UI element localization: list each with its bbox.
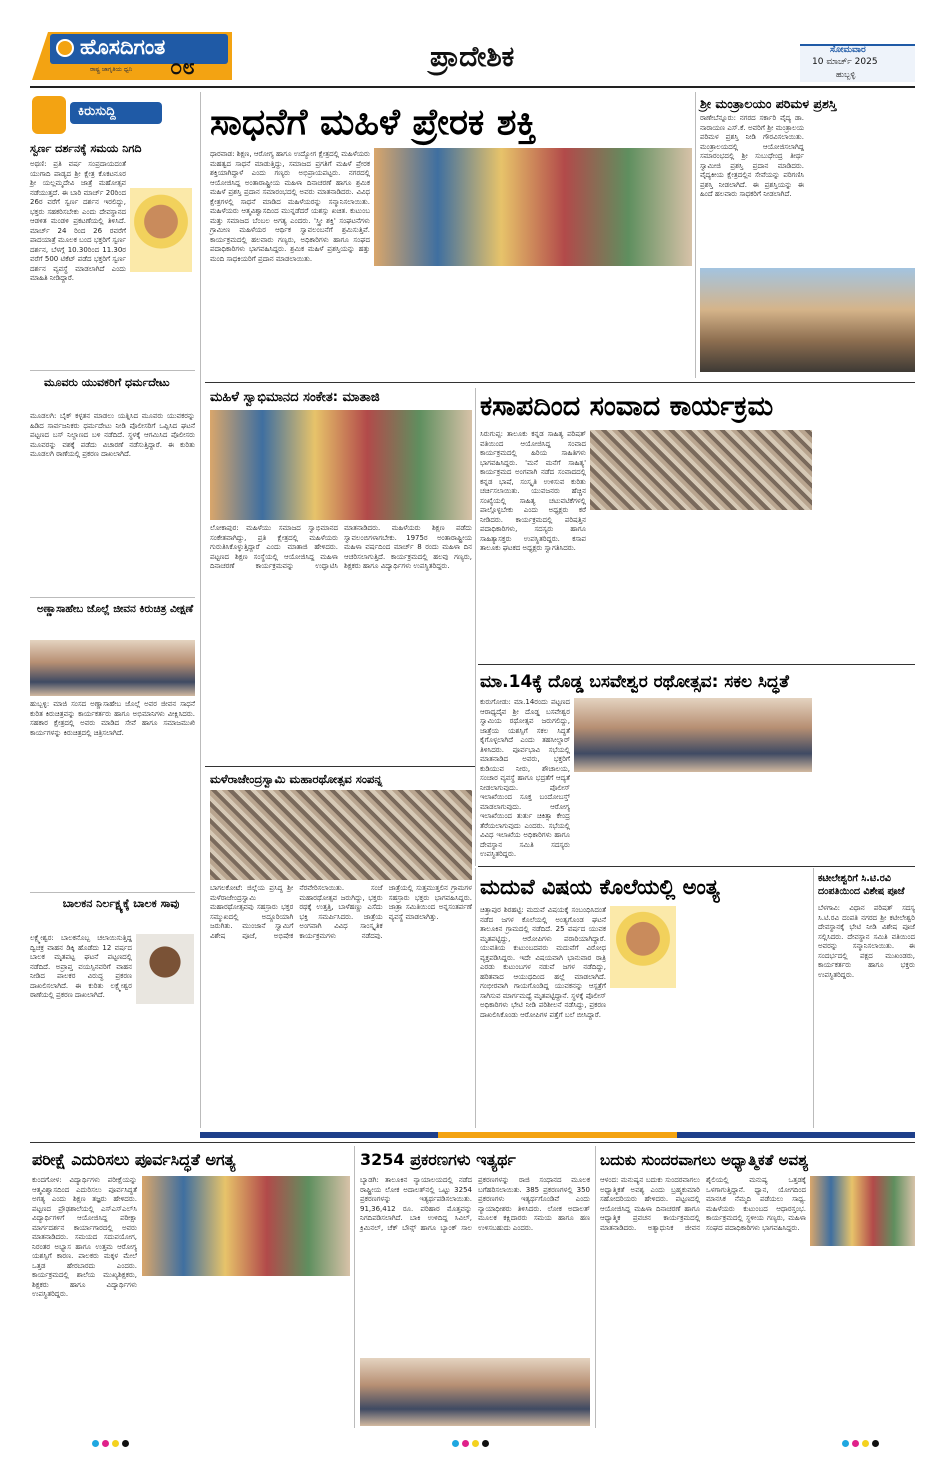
column-divider bbox=[354, 1146, 355, 1428]
divider bbox=[30, 370, 195, 371]
color-strip bbox=[200, 1132, 915, 1138]
section-title: ಪ್ರಾದೇಶಿಕ bbox=[430, 40, 515, 73]
mantralaya-body-a: ರಾಣೇಬೆನ್ನೂರು: ನಗರದ ಸರ್ಕಾರಿ ವೈದ್ಯ ಡಾ. ನಾರಾಯಣ ಎಸ್.ಕೆ. ಅವರಿಗೆ ಶ್ರೀ ಮಂತ್ರಾಲಯ ಪರಿಮಳ ಪ್ರಶಸ್ತಿ ನೀಡಿ ಗೌರವಿಸಲಾಯಿತು. ಮಂತ್ರಾಲಯದಲ್ಲಿ ಆಯೋಜಿಸಲಾಗಿದ್ದ ಸಮಾರಂಭದಲ್ಲಿ ಶ್ರೀ ಸುಬುಧೇಂದ್ರ ತೀರ್ಥ ಸ್ವಾಮೀಜಿ ಪ್ರಶಸ್ತಿ ಪ್ರದಾನ ಮಾಡಿದರು. ವೈದ್ಯಕೀಯ ಕ್ಷೇತ್ರದಲ್ಲಿನ ಸೇವೆಯನ್ನು ಪರಿಗಣಿಸಿ ಪ್ರಶಸ್ತಿ ನೀಡಲಾಗಿದೆ. ಈ ಪ್ರಶಸ್ತಿಯನ್ನು ಈ ಹಿಂದೆ ಹಲವಾರು ಸಾಧಕರಿಗೆ ನೀಡಲಾಗಿದೆ. bbox=[700, 114, 804, 198]
kirusuddi-column bbox=[30, 92, 195, 1128]
basaveshwara-headline: ಮಾ.14ಕ್ಕೆ ದೊಡ್ಡ ಬಸವೇಶ್ವರ ರಥೋತ್ಸವ: ಸಕಲ ಸಿದ್ಧತೆ bbox=[480, 672, 789, 692]
basaveshwara-photo bbox=[574, 698, 812, 772]
brief-4-headline: ಬಾಲಕನ ನಿರ್ಲಕ್ಷ್ಯಕ್ಕೆ ಬಾಲಕ ಸಾವು bbox=[62, 897, 180, 910]
kirusuddi-icon bbox=[32, 96, 66, 134]
divider bbox=[205, 382, 915, 383]
column-divider bbox=[475, 868, 476, 1128]
pareeksha-headline: ಪರೀಕ್ಷೆ ಎದುರಿಸಲು ಪೂರ್ವಸಿದ್ಧತೆ ಅಗತ್ಯ bbox=[32, 1150, 236, 1169]
column-divider bbox=[200, 92, 201, 1128]
brief-1-headline: ಸ್ವರ್ಣ ದರ್ಶನಕ್ಕೆ ಸಮಯ ನಿಗದಿ bbox=[30, 142, 142, 155]
column-divider bbox=[595, 1146, 596, 1428]
brief-1-photo bbox=[130, 188, 192, 272]
brief-1-body-cont bbox=[30, 278, 195, 368]
divider bbox=[30, 1142, 915, 1143]
lead-photo bbox=[374, 148, 692, 266]
kasapa-headline: ಕಸಾಪದಿಂದ ಸಂವಾದ ಕಾರ್ಯಕ್ರಮ bbox=[480, 391, 774, 422]
kateel-headline: ಕಟೀಲೇಶ್ವರಿಗೆ ಸಿ.ಟಿ.ರವಿ ದಂಪತಿಯಿಂದ ವಿಶೇಷ ಪೂಜೆ bbox=[818, 873, 905, 897]
lead-body-col2 bbox=[374, 270, 692, 382]
baduku-body-b bbox=[810, 1250, 915, 1426]
logo-text: ಹೊಸದಿಗಂತ bbox=[80, 35, 166, 59]
mantralaya-photo bbox=[700, 268, 915, 372]
divider bbox=[478, 664, 915, 665]
malerajendra-body: ಬಾಗಲಕೋಟೆ: ಜಿಲ್ಲೆಯ ಪ್ರಸಿದ್ಧ ಶ್ರೀ ಮಳೆರಾಜೇಂದ್ರಸ್ವಾಮಿ ಮಹಾರಥೋತ್ಸವವು ಸಹಸ್ರಾರು ಭಕ್ತರ ಸಮ್ಮುಖದಲ್ಲಿ ಅದ್ದೂರಿಯಾಗಿ ಜರುಗಿತು. ಮುಂಜಾನೆ ಸ್ವಾಮಿಗೆ ವಿಶೇಷ ಪೂಜೆ, ಅಭಿಷೇಕ ನೆರವೇರಿಸಲಾಯಿತು. ಸಂಜೆ ಮಹಾರಥೋತ್ಸವ ಜರುಗಿದ್ದು, ಭಕ್ತರು ರಥಕ್ಕೆ ಉತ್ತತ್ತಿ, ಬಾಳೆಹಣ್ಣು ಎಸೆದು ಭಕ್ತಿ ಸಮರ್ಪಿಸಿದರು. ಜಾತ್ರೆಯ ಅಂಗವಾಗಿ ವಿವಿಧ ಸಾಂಸ್ಕೃತಿಕ ಕಾರ್ಯಕ್ರಮಗಳು ನಡೆದವು. ಜಾತ್ರೆಯಲ್ಲಿ ಸುತ್ತಮುತ್ತಲಿನ ಗ್ರಾಮಗಳ ಸಹಸ್ರಾರು ಭಕ್ತರು ಭಾಗವಹಿಸಿದ್ದರು. ಜಾತ್ರಾ ಸಮಿತಿಯಿಂದ ಅನ್ನಸಂತರ್ಪಣೆ ವ್ಯವಸ್ಥೆ ಮಾಡಲಾಗಿತ್ತು. bbox=[210, 884, 472, 940]
brief-2-headline: ಮೂವರು ಯುವಕರಿಗೆ ಧರ್ಮದೇಟು bbox=[44, 376, 170, 389]
baduku-photo bbox=[810, 1176, 915, 1246]
prakarana-headline: 3254 ಪ್ರಕರಣಗಳು ಇತ್ಯರ್ಥ bbox=[360, 1150, 516, 1169]
city-label: ಹುಬ್ಬಳ್ಳಿ bbox=[836, 70, 856, 79]
kirusuddi-label: ಕಿರುಸುದ್ದಿ bbox=[78, 104, 116, 119]
brief-4-body: ಲಕ್ಷ್ಮೇಶ್ವರ: ಬಾಲಕನೊಬ್ಬ ಚಲಾಯಿಸುತ್ತಿದ್ದ ದ್ವಿಚಕ್ರ ವಾಹನ ಡಿಕ್ಕಿ ಹೊಡೆದು 12 ವರ್ಷದ ಬಾಲಕ ಮೃತಪಟ್ಟ ಘಟನೆ ಪಟ್ಟಣದಲ್ಲಿ ನಡೆದಿದೆ. ಅಪ್ರಾಪ್ತ ವಯಸ್ಸಿನವರಿಗೆ ವಾಹನ ನೀಡಿದ ಪಾಲಕರ ವಿರುದ್ಧ ಪ್ರಕರಣ ದಾಖಲಿಸಲಾಗಿದೆ. ಈ ಕುರಿತು ಲಕ್ಷ್ಮೇಶ್ವರ ಠಾಣೆಯಲ್ಲಿ ಪ್ರಕರಣ ದಾಖಲಾಗಿದೆ. bbox=[30, 934, 132, 999]
page-number: ೦೮ bbox=[170, 55, 195, 80]
basaveshwara-body-a: ಕುರುಗೋಡು: ಮಾ.14ರಂದು ಪಟ್ಟಣದ ಆರಾಧ್ಯದೈವ ಶ್ರೀ ದೊಡ್ಡ ಬಸವೇಶ್ವರ ಸ್ವಾಮಿಯ ರಥೋತ್ಸವ ಜರುಗಲಿದ್ದು, ಜಾತ್ರೆಯ ಯಶಸ್ಸಿಗೆ ಸಕಲ ಸಿದ್ಧತೆ ಕೈಗೊಳ್ಳಲಾಗಿದೆ ಎಂದು ತಹಸೀಲ್ದಾರ್ ತಿಳಿಸಿದರು. ಪೂರ್ವಭಾವಿ ಸಭೆಯಲ್ಲಿ ಮಾತನಾಡಿದ ಅವರು, ಭಕ್ತರಿಗೆ ಕುಡಿಯುವ ನೀರು, ಶೌಚಾಲಯ, ಸಂಚಾರ ವ್ಯವಸ್ಥೆ ಹಾಗೂ ಭದ್ರತೆಗೆ ಆದ್ಯತೆ ನೀಡಲಾಗುವುದು. ಪೊಲೀಸ್ ಇಲಾಖೆಯಿಂದ ಸೂಕ್ತ ಬಂದೋಬಸ್ತ್ ಮಾಡಲಾಗುವುದು. ಆರೋಗ್ಯ ಇಲಾಖೆಯಿಂದ ತುರ್ತು ಚಿಕಿತ್ಸಾ ಕೇಂದ್ರ ತೆರೆಯಲಾಗುವುದು ಎಂದರು. ಸಭೆಯಲ್ಲಿ ವಿವಿಧ ಇಲಾಖೆಯ ಅಧಿಕಾರಿಗಳು ಹಾಗೂ ದೇವಸ್ಥಾನ ಸಮಿತಿ ಸದಸ್ಯರು ಉಪಸ್ಥಿತರಿದ್ದರು. bbox=[480, 698, 570, 858]
kasapa-body-c bbox=[816, 430, 915, 660]
prakarana-body: ಬ್ಯಾಡಗಿ: ತಾಲೂಕಿನ ನ್ಯಾಯಾಲಯದಲ್ಲಿ ನಡೆದ ರಾಷ್ಟ್ರೀಯ ಲೋಕ ಅದಾಲತ್‌ನಲ್ಲಿ ಒಟ್ಟು 3254 ಪ್ರಕರಣಗಳನ್ನು ಇತ್ಯರ್ಥಪಡಿಸಲಾಯಿತು. 91,36,412 ರೂ. ಪರಿಹಾರ ಮೊತ್ತವನ್ನು ನಿಗದಿಪಡಿಸಲಾಗಿದೆ. ಬಾಕಿ ಉಳಿದಿದ್ದ ಸಿವಿಲ್, ಕ್ರಿಮಿನಲ್, ಚೆಕ್ ಬೌನ್ಸ್ ಹಾಗೂ ಬ್ಯಾಂಕ್ ಸಾಲ ಪ್ರಕರಣಗಳನ್ನು ರಾಜಿ ಸಂಧಾನದ ಮೂಲಕ ಬಗೆಹರಿಸಲಾಯಿತು. 385 ಪ್ರಕರಣಗಳಲ್ಲಿ 350 ಪ್ರಕರಣಗಳು ಇತ್ಯರ್ಥಗೊಂಡಿವೆ ಎಂದು ನ್ಯಾಯಾಧೀಶರು ತಿಳಿಸಿದರು. ಲೋಕ ಅದಾಲತ್ ಮೂಲಕ ಕಕ್ಷಿದಾರರು ಸಮಯ ಹಾಗೂ ಹಣ ಉಳಿಸಬಹುದು ಎಂದರು. bbox=[360, 1176, 590, 1232]
baduku-body-a: ಆಳಂದ: ಮನುಷ್ಯನ ಬದುಕು ಸುಂದರವಾಗಲು ಅಧ್ಯಾತ್ಮಿಕತೆ ಅವಶ್ಯ ಎಂದು ಬ್ರಹ್ಮಕುಮಾರಿ ಸಹೋದರಿಯರು ಹೇಳಿದರು. ಪಟ್ಟಣದಲ್ಲಿ ಆಯೋಜಿಸಿದ್ದ ಮಹಿಳಾ ದಿನಾಚರಣೆ ಹಾಗೂ ಆಧ್ಯಾತ್ಮಿಕ ಪ್ರವಚನ ಕಾರ್ಯಕ್ರಮದಲ್ಲಿ ಮಾತನಾಡಿದರು. ಅತ್ಯಾಧುನಿಕ ಜೀವನ ಶೈಲಿಯಲ್ಲಿ ಮನುಷ್ಯ ಒತ್ತಡಕ್ಕೆ ಒಳಗಾಗುತ್ತಿದ್ದಾನೆ. ಧ್ಯಾನ, ಯೋಗದಿಂದ ಮಾನಸಿಕ ನೆಮ್ಮದಿ ಪಡೆಯಲು ಸಾಧ್ಯ. ಮಹಿಳೆಯರು ಕುಟುಂಬದ ಆಧಾರಸ್ತಂಭ. ಕಾರ್ಯಕ್ರಮದಲ್ಲಿ ಸ್ಥಳೀಯ ಗಣ್ಯರು, ಮಹಿಳಾ ಸಂಘದ ಪದಾಧಿಕಾರಿಗಳು ಭಾಗವಹಿಸಿದ್ದರು. bbox=[600, 1176, 806, 1232]
registration-marks-left bbox=[92, 1440, 132, 1448]
maduve-photo bbox=[610, 906, 676, 988]
divider bbox=[205, 766, 475, 767]
pareeksha-body-b bbox=[142, 1280, 350, 1426]
column-divider bbox=[695, 92, 696, 378]
malerajendra-photo bbox=[210, 790, 472, 880]
mahile-photo bbox=[210, 410, 472, 520]
mantralaya-body-b bbox=[810, 114, 914, 272]
kateel-body: ಬೆಳಗಾವಿ: ವಿಧಾನ ಪರಿಷತ್ ಸದಸ್ಯ ಸಿ.ಟಿ.ರವಿ ದಂಪತಿ ನಗರದ ಶ್ರೀ ಕಟೀಲೇಶ್ವರಿ ದೇವಸ್ಥಾನಕ್ಕೆ ಭೇಟಿ ನೀಡಿ ವಿಶೇಷ ಪೂಜೆ ಸಲ್ಲಿಸಿದರು. ದೇವಸ್ಥಾನ ಸಮಿತಿ ವತಿಯಿಂದ ಅವರನ್ನು ಸನ್ಮಾನಿಸಲಾಯಿತು. ಈ ಸಂದರ್ಭದಲ್ಲಿ ಪಕ್ಷದ ಮುಖಂಡರು, ಕಾರ್ಯಕರ್ತರು ಹಾಗೂ ಭಕ್ತರು ಉಪಸ್ಥಿತರಿದ್ದರು. bbox=[818, 904, 915, 979]
column-divider bbox=[813, 868, 814, 1128]
masthead bbox=[30, 30, 915, 85]
maduve-body-b bbox=[680, 906, 810, 1128]
prakarana-photo bbox=[360, 1358, 590, 1426]
brief-1-body: ಅಥಣಿ: ಪ್ರತಿ ವರ್ಷ ಸಂಪ್ರದಾಯದಂತೆ ಯುಗಾದಿ ಪಾಡ್ಯದ ಶ್ರೀ ಕ್ಷೇತ್ರ ಕೊಕಟನೂರ ಶ್ರೀ ಯಲ್ಲಮ್ಮದೇವಿ ಜಾತ್ರೆ ಮಹೋತ್ಸವ ನಡೆಯುತ್ತದೆ. ಈ ಬಾರಿ ಮಾರ್ಚ್ 20ರಿಂದ 26ರ ವರೆಗೆ ಸ್ವರ್ಣ ದರ್ಶನ ಇರಲಿದ್ದು, ಭಕ್ತರು ಸಹಕರಿಸಬೇಕು ಎಂದು ದೇವಸ್ಥಾನದ ಆಡಳಿತ ಮಂಡಳಿ ಪ್ರಕಟಣೆಯಲ್ಲಿ ತಿಳಿಸಿದೆ. ಮಾರ್ಚ್ 24 ರಿಂದ 26 ರವರೆಗೆ ಪಾದಯಾತ್ರೆ ಮೂಲಕ ಬಂದ ಭಕ್ತರಿಗೆ ಸ್ವರ್ಣ ದರ್ಶನ, ಬೆಳಗ್ಗೆ 10.30ರಿಂದ 11.30ರ ವರೆಗೆ 500 ಟಿಕೆಟ್ ಪಡೆದ ಭಕ್ತರಿಗೆ ಸ್ವರ್ಣ ದರ್ಶನ ವ್ಯವಸ್ಥೆ ಮಾಡಲಾಗಿದೆ ಎಂದು ಮಾಹಿತಿ ನೀಡಿದ್ದಾರೆ. bbox=[30, 160, 126, 282]
mantralaya-headline: ಶ್ರೀ ಮಂತ್ರಾಲಯಂ ಪರಿಮಳ ಪ್ರಶಸ್ತಿ bbox=[700, 96, 837, 111]
logo-icon bbox=[56, 39, 74, 57]
pareeksha-body-a: ಕುಂದಗೋಳ: ವಿದ್ಯಾರ್ಥಿಗಳು ಪರೀಕ್ಷೆಯನ್ನು ಆತ್ಮವಿಶ್ವಾಸದಿಂದ ಎದುರಿಸಲು ಪೂರ್ವಸಿದ್ಧತೆ ಅಗತ್ಯ ಎಂದು ಶಿಕ್ಷಣ ತಜ್ಞರು ಹೇಳಿದರು. ಪಟ್ಟಣದ ಪ್ರೌಢಶಾಲೆಯಲ್ಲಿ ಎಸ್ಎಸ್ಎಲ್‌ಸಿ ವಿದ್ಯಾರ್ಥಿಗಳಿಗೆ ಆಯೋಜಿಸಿದ್ದ ಪರೀಕ್ಷಾ ಮಾರ್ಗದರ್ಶನ ಕಾರ್ಯಾಗಾರದಲ್ಲಿ ಅವರು ಮಾತನಾಡಿದರು. ಸಮಯದ ಸದುಪಯೋಗ, ನಿರಂತರ ಅಭ್ಯಾಸ ಹಾಗೂ ಉತ್ತಮ ಆರೋಗ್ಯ ಯಶಸ್ಸಿಗೆ ಕಾರಣ. ಪಾಲಕರು ಮಕ್ಕಳ ಮೇಲೆ ಒತ್ತಡ ಹೇರಬಾರದು ಎಂದರು. ಕಾರ್ಯಕ್ರಮದಲ್ಲಿ ಶಾಲೆಯ ಮುಖ್ಯಶಿಕ್ಷಕರು, ಶಿಕ್ಷಕರು ಹಾಗೂ ವಿದ್ಯಾರ್ಥಿಗಳು ಉಪಸ್ಥಿತರಿದ್ದರು. bbox=[32, 1176, 137, 1298]
basaveshwara-body-c bbox=[816, 698, 915, 862]
divider bbox=[30, 892, 195, 893]
pareeksha-photo bbox=[142, 1176, 350, 1276]
lead-headline: ಸಾಧನೆಗೆ ಮಹಿಳೆ ಪ್ರೇರಕ ಶಕ್ತಿ bbox=[210, 102, 537, 143]
brief-4-photo bbox=[136, 934, 194, 1004]
divider bbox=[478, 866, 915, 867]
brief-2-body: ಮೂಡಲಗಿ: ಬೈಕ್ ಕಳ್ಳತನ ಮಾಡಲು ಯತ್ನಿಸಿದ ಮೂವರು ಯುವಕರನ್ನು ಹಿಡಿದ ಸಾರ್ವಜನಿಕರು ಧರ್ಮದೇಟು ನೀಡಿ ಪೊಲೀಸರಿಗೆ ಒಪ್ಪಿಸಿದ ಘಟನೆ ಪಟ್ಟಣದ ಬಸ್ ನಿಲ್ದಾಣದ ಬಳಿ ನಡೆದಿದೆ. ಸ್ಥಳಕ್ಕೆ ಆಗಮಿಸಿದ ಪೊಲೀಸರು ಮೂವರನ್ನು ವಶಕ್ಕೆ ಪಡೆದು ವಿಚಾರಣೆ ನಡೆಸುತ್ತಿದ್ದಾರೆ. ಈ ಕುರಿತು ಮೂಡಲಗಿ ಠಾಣೆಯಲ್ಲಿ ಪ್ರಕರಣ ದಾಖಲಾಗಿದೆ. bbox=[30, 412, 195, 458]
brief-3-photo bbox=[30, 640, 195, 696]
date-label: 10 ಮಾರ್ಚ್ 2025 bbox=[812, 57, 878, 67]
lead-body-col1: ಧಾರವಾಡ: ಶಿಕ್ಷಣ, ಆರೋಗ್ಯ ಹಾಗೂ ಉದ್ಯೋಗ ಕ್ಷೇತ್ರದಲ್ಲಿ ಮಹಿಳೆಯರು ಮಹತ್ವದ ಸಾಧನೆ ಮಾಡುತ್ತಿದ್ದು, ಸಮಾಜದ ಪ್ರಗತಿಗೆ ಮಹಿಳೆ ಪ್ರೇರಕ ಶಕ್ತಿಯಾಗಿದ್ದಾಳೆ ಎಂದು ಗಣ್ಯರು ಅಭಿಪ್ರಾಯಪಟ್ಟರು. ನಗರದಲ್ಲಿ ಆಯೋಜಿಸಿದ್ದ ಅಂತಾರಾಷ್ಟ್ರೀಯ ಮಹಿಳಾ ದಿನಾಚರಣೆ ಹಾಗೂ ಶ್ರಮಿಕ ಮಹಿಳೆ ಪ್ರಶಸ್ತಿ ಪ್ರದಾನ ಸಮಾರಂಭದಲ್ಲಿ ಅವರು ಮಾತನಾಡಿದರು. ವಿವಿಧ ಕ್ಷೇತ್ರಗಳಲ್ಲಿ ಸಾಧನೆ ಮಾಡಿದ ಮಹಿಳೆಯರನ್ನು ಸನ್ಮಾನಿಸಲಾಯಿತು. ಮಹಿಳೆಯರು ಆತ್ಮವಿಶ್ವಾಸದಿಂದ ಮುನ್ನಡೆದರೆ ಯಶಸ್ಸು ಖಚಿತ. ಕುಟುಂಬ ಮತ್ತು ಸಮಾಜದ ಬೆಂಬಲ ಅಗತ್ಯ ಎಂದರು. 'ಸ್ತ್ರೀ ಶಕ್ತಿ' ಸಂಘಟನೆಗಳು ಗ್ರಾಮೀಣ ಮಹಿಳೆಯರ ಆರ್ಥಿಕ ಸ್ವಾವಲಂಬನೆಗೆ ಶ್ರಮಿಸುತ್ತಿವೆ. ಕಾರ್ಯಕ್ರಮದಲ್ಲಿ ಹಲವಾರು ಗಣ್ಯರು, ಅಧಿಕಾರಿಗಳು ಹಾಗೂ ಸಂಘದ ಪದಾಧಿಕಾರಿಗಳು ಭಾಗವಹಿಸಿದ್ದರು. ಶ್ರಮಿಕ ಮಹಿಳೆ ಪ್ರಶಸ್ತಿಯನ್ನು ಹತ್ತು ಮಂದಿ ಸಾಧಕಿಯರಿಗೆ ಪ್ರದಾನ ಮಾಡಲಾಯಿತು. bbox=[210, 150, 370, 263]
logo-tagline: ರಾಷ್ಟ್ರ ಜಾಗೃತಿಯ ಧ್ವನಿ bbox=[90, 66, 133, 73]
maduve-headline: ಮದುವೆ ವಿಷಯ ಕೊಲೆಯಲ್ಲಿ ಅಂತ್ಯ bbox=[480, 875, 720, 899]
malerajendra-headline: ಮಳೆರಾಜೇಂದ್ರಸ್ವಾಮಿ ಮಹಾರಥೋತ್ಸವ ಸಂಪನ್ನ bbox=[210, 772, 383, 786]
day-label: ಸೋಮವಾರ bbox=[830, 45, 866, 55]
mahile-body: ಲೋಕಾಪುರ: ಮಹಿಳೆಯು ಸಮಾಜದ ಸ್ವಾಭಿಮಾನದ ಸಂಕೇತವಾಗಿದ್ದು, ಪ್ರತಿ ಕ್ಷೇತ್ರದಲ್ಲಿ ಮಹಿಳೆಯರು ಗುರುತಿಸಿಕೊಳ್ಳುತ್ತಿದ್ದಾರೆ ಎಂದು ಮಾತಾಜಿ ಹೇಳಿದರು. ಪಟ್ಟಣದ ಶಿಕ್ಷಣ ಸಂಸ್ಥೆಯಲ್ಲಿ ಆಯೋಜಿಸಿದ್ದ ಮಹಿಳಾ ದಿನಾಚರಣೆ ಕಾರ್ಯಕ್ರಮವನ್ನು ಉದ್ಘಾಟಿಸಿ ಮಾತನಾಡಿದರು. ಮಹಿಳೆಯರು ಶಿಕ್ಷಣ ಪಡೆದು ಸ್ವಾವಲಂಬಿಗಳಾಗಬೇಕು. 1975ರ ಅಂತಾರಾಷ್ಟ್ರೀಯ ಮಹಿಳಾ ವರ್ಷದಿಂದ ಮಾರ್ಚ್ 8 ರಂದು ಮಹಿಳಾ ದಿನ ಆಚರಿಸಲಾಗುತ್ತಿದೆ. ಕಾರ್ಯಕ್ರಮದಲ್ಲಿ ಹಲವು ಗಣ್ಯರು, ಶಿಕ್ಷಕರು ಹಾಗೂ ವಿದ್ಯಾರ್ಥಿಗಳು ಉಪಸ್ಥಿತರಿದ್ದರು. bbox=[210, 524, 472, 570]
registration-marks-center bbox=[452, 1440, 492, 1448]
kasapa-body-b bbox=[590, 514, 812, 660]
registration-marks-right bbox=[842, 1440, 882, 1448]
kasapa-body-a: ಸಿರುಗುಪ್ಪ: ತಾಲೂಕು ಕನ್ನಡ ಸಾಹಿತ್ಯ ಪರಿಷತ್ ವತಿಯಿಂದ ಆಯೋಜಿಸಿದ್ದ ಸಂವಾದ ಕಾರ್ಯಕ್ರಮದಲ್ಲಿ ಹಿರಿಯ ಸಾಹಿತಿಗಳು ಭಾಗವಹಿಸಿದ್ದರು. 'ಮನೆ ಮನೆಗೆ ಸಾಹಿತ್ಯ' ಕಾರ್ಯಕ್ರಮದ ಅಂಗವಾಗಿ ನಡೆದ ಸಂವಾದದಲ್ಲಿ ಕನ್ನಡ ಭಾಷೆ, ಸಂಸ್ಕೃತಿ ಉಳಿಸುವ ಕುರಿತು ಚರ್ಚಿಸಲಾಯಿತು. ಯುವಜನರು ಹೆಚ್ಚಿನ ಸಂಖ್ಯೆಯಲ್ಲಿ ಸಾಹಿತ್ಯ ಚಟುವಟಿಕೆಗಳಲ್ಲಿ ಪಾಲ್ಗೊಳ್ಳಬೇಕು ಎಂದು ಅಧ್ಯಕ್ಷರು ಕರೆ ನೀಡಿದರು. ಕಾರ್ಯಕ್ರಮದಲ್ಲಿ ಪರಿಷತ್ತಿನ ಪದಾಧಿಕಾರಿಗಳು, ಸದಸ್ಯರು ಹಾಗೂ ಸಾಹಿತ್ಯಾಸಕ್ತರು ಉಪಸ್ಥಿತರಿದ್ದರು. ಕಸಾಪ ತಾಲೂಕು ಘಟಕದ ಅಧ್ಯಕ್ಷರು ಸ್ವಾಗತಿಸಿದರು. bbox=[480, 430, 586, 552]
kasapa-photo bbox=[590, 430, 812, 510]
column-divider bbox=[475, 388, 476, 866]
basaveshwara-body-b bbox=[574, 776, 812, 862]
masthead-rule bbox=[30, 86, 915, 88]
brief-3-headline: ಅಣ್ಣಾಸಾಹೇಬ ಜೊಲ್ಲೆ ಜೀವನ ಕಿರುಚಿತ್ರ ವೀಕ್ಷಣೆ bbox=[36, 603, 194, 615]
divider bbox=[30, 597, 195, 598]
maduve-body-a: ಚಿತ್ತಾಪುರ ಶಿರಹಟ್ಟಿ: ಮದುವೆ ವಿಷಯಕ್ಕೆ ಸಂಬಂಧಿಸಿದಂತೆ ನಡೆದ ಜಗಳ ಕೊಲೆಯಲ್ಲಿ ಅಂತ್ಯಗೊಂಡ ಘಟನೆ ತಾಲೂಕಿನ ಗ್ರಾಮದಲ್ಲಿ ನಡೆದಿದೆ. 25 ವರ್ಷದ ಯುವಕ ಮೃತಪಟ್ಟಿದ್ದು, ಆರೋಪಿಗಳು ಪರಾರಿಯಾಗಿದ್ದಾರೆ. ಯುವತಿಯ ಕುಟುಂಬದವರು ಮದುವೆಗೆ ವಿರೋಧ ವ್ಯಕ್ತಪಡಿಸಿದ್ದರು. ಇದೇ ವಿಷಯವಾಗಿ ಭಾನುವಾರ ರಾತ್ರಿ ಎರಡು ಕುಟುಂಬಗಳ ನಡುವೆ ಜಗಳ ನಡೆದಿದ್ದು, ಹರಿತವಾದ ಆಯುಧದಿಂದ ಹಲ್ಲೆ ಮಾಡಲಾಗಿದೆ. ಗಂಭೀರವಾಗಿ ಗಾಯಗೊಂಡಿದ್ದ ಯುವಕನನ್ನು ಆಸ್ಪತ್ರೆಗೆ ಸಾಗಿಸುವ ಮಾರ್ಗಮಧ್ಯೆ ಮೃತಪಟ್ಟಿದ್ದಾನೆ. ಸ್ಥಳಕ್ಕೆ ಪೊಲೀಸ್ ಅಧಿಕಾರಿಗಳು ಭೇಟಿ ನೀಡಿ ಪರಿಶೀಲನೆ ನಡೆಸಿದ್ದು, ಪ್ರಕರಣ ದಾಖಲಿಸಿಕೊಂಡು ಆರೋಪಿಗಳ ಪತ್ತೆಗೆ ಬಲೆ ಬೀಸಿದ್ದಾರೆ. bbox=[480, 906, 606, 1019]
baduku-headline: ಬದುಕು ಸುಂದರವಾಗಲು ಅಧ್ಯಾತ್ಮಿಕತೆ ಅವಶ್ಯ bbox=[600, 1151, 809, 1169]
brief-3-body: ಹುಬ್ಬಳ್ಳಿ: ಮಾಜಿ ಸಂಸದ ಅಣ್ಣಾಸಾಹೇಬ ಜೊಲ್ಲೆ ಅವರ ಜೀವನ ಸಾಧನೆ ಕುರಿತ ಕಿರುಚಿತ್ರವನ್ನು ಕಾರ್ಯಕರ್ತರು ಹಾಗೂ ಅಭಿಮಾನಿಗಳು ವೀಕ್ಷಿಸಿದರು. ಸಹಕಾರ ಕ್ಷೇತ್ರದಲ್ಲಿ ಅವರು ಮಾಡಿದ ಸೇವೆ ಹಾಗೂ ಸಮಾಜಮುಖಿ ಕಾರ್ಯಗಳನ್ನು ಕಿರುಚಿತ್ರದಲ್ಲಿ ಚಿತ್ರಿಸಲಾಗಿದೆ. bbox=[30, 700, 195, 737]
mahile-headline: ಮಹಿಳೆ ಸ್ವಾಭಿಮಾನದ ಸಂಕೇತ: ಮಾತಾಜಿ bbox=[210, 390, 380, 405]
